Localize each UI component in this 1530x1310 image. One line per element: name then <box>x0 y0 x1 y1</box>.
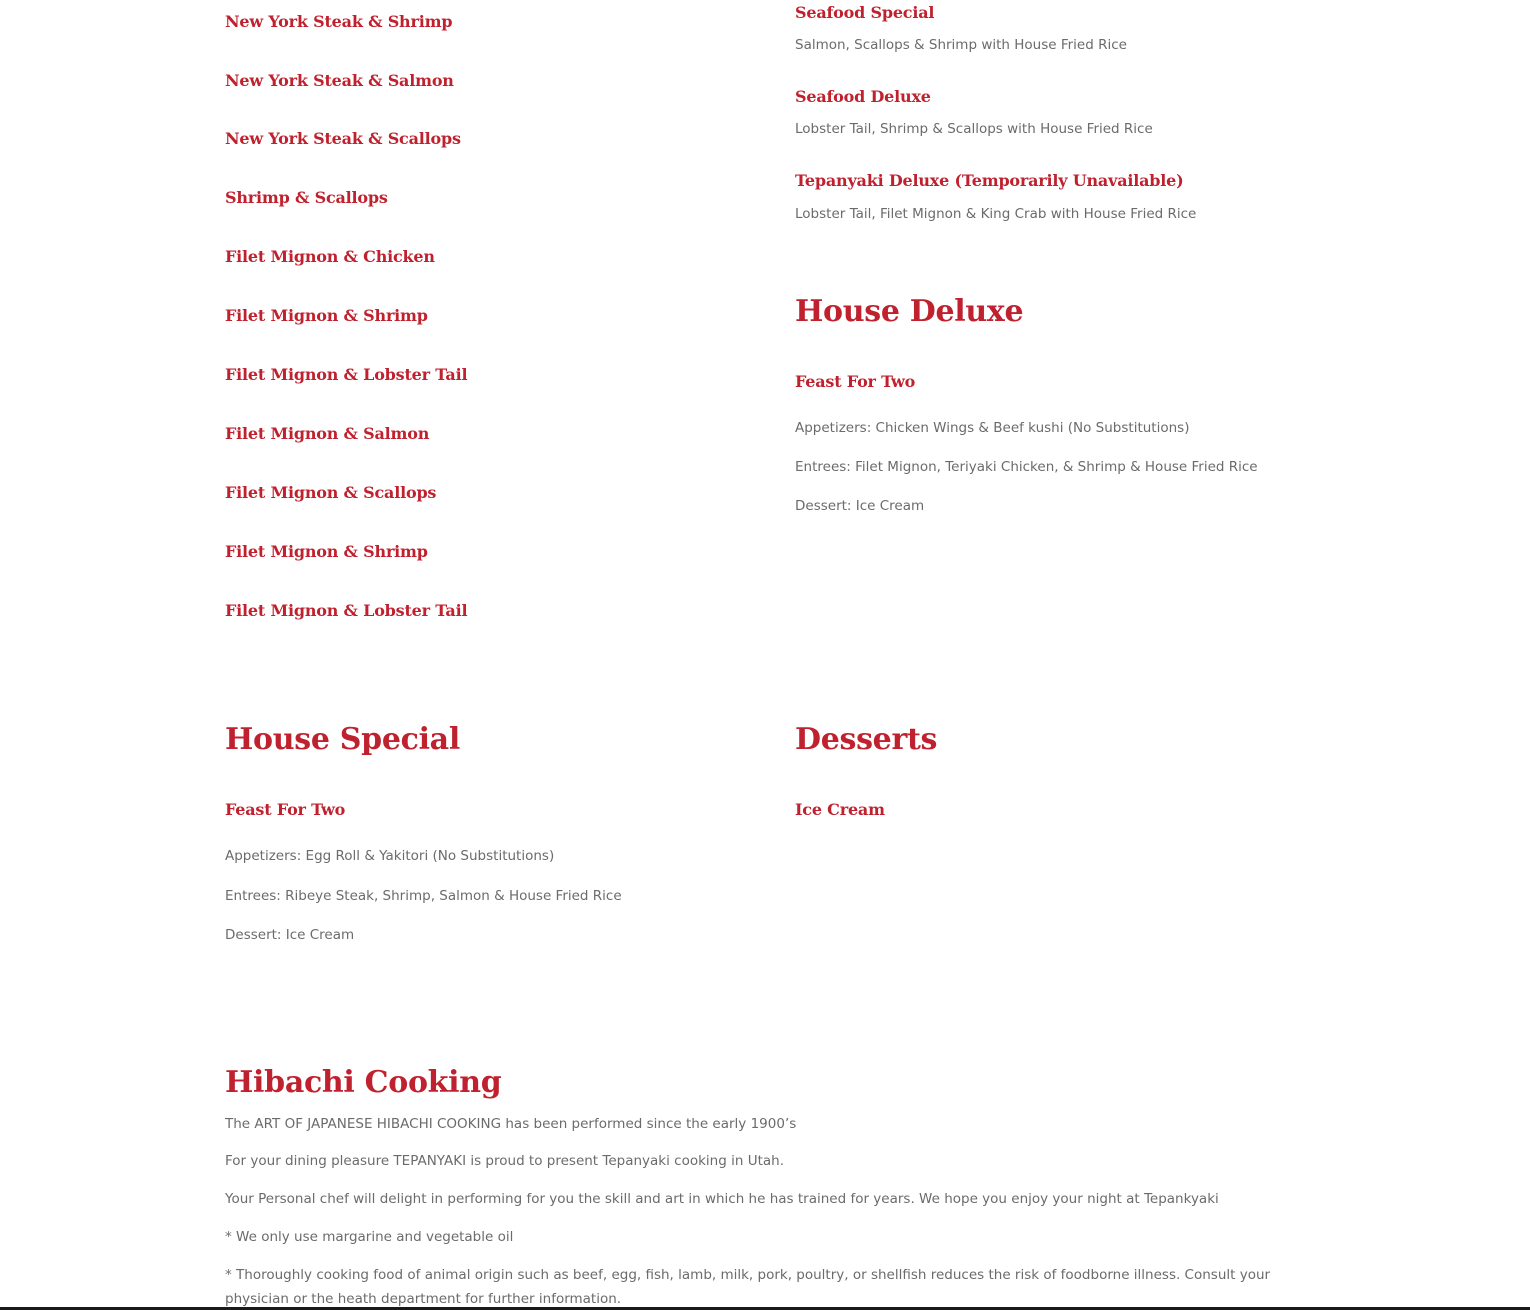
dessert-item-title: Ice Cream <box>795 800 885 819</box>
hibachi-section <box>225 1060 1315 1310</box>
feast-line: Entrees: Ribeye Steak, Shrimp, Salmon & House Fried Rice <box>225 888 622 904</box>
feast-title: Feast For Two <box>795 372 916 391</box>
combo-item: New York Steak & Shrimp <box>225 12 453 31</box>
seafood-list <box>795 0 1355 240</box>
hibachi-paragraph: * Thoroughly cooking food of animal origin such as beef, egg, fish, lamb, milk, pork, poultry, or shellfish reduces the risk of foodborne illness. Consult your physician or the heath department for further information. <box>225 1267 1271 1307</box>
house-deluxe-section <box>795 290 1355 530</box>
feast-line: Dessert: Ice Cream <box>225 927 355 943</box>
combo-item: Filet Mignon & Shrimp <box>225 306 428 325</box>
desserts-section <box>795 718 1355 838</box>
section-heading: House Deluxe <box>795 294 1024 329</box>
hibachi-paragraph: Your Personal chef will delight in performing for you the skill and art in which he has trained for years. We hope you enjoy your night at Tepankyaki <box>225 1191 1219 1207</box>
seafood-item-desc: Lobster Tail, Filet Mignon & King Crab with House Fried Rice <box>795 206 1197 222</box>
hibachi-paragraph: * We only use margarine and vegetable oil <box>225 1229 514 1245</box>
feast-title: Feast For Two <box>225 800 346 819</box>
feast-line: Appetizers: Chicken Wings & Beef kushi (No Substitutions) <box>795 420 1190 436</box>
combo-item: Filet Mignon & Scallops <box>225 483 437 502</box>
seafood-item-desc: Salmon, Scallops & Shrimp with House Fried Rice <box>795 37 1127 53</box>
seafood-item-desc: Lobster Tail, Shrimp & Scallops with House Fried Rice <box>795 121 1153 137</box>
section-heading: House Special <box>225 722 460 757</box>
seafood-item-title: Seafood Special <box>795 3 935 22</box>
combo-item: Filet Mignon & Salmon <box>225 424 430 443</box>
combo-item: Filet Mignon & Lobster Tail <box>225 601 468 620</box>
combo-item: Shrimp & Scallops <box>225 188 388 207</box>
feast-line: Appetizers: Egg Roll & Yakitori (No Substitutions) <box>225 848 555 864</box>
combo-item: Filet Mignon & Chicken <box>225 247 435 266</box>
combo-item: Filet Mignon & Shrimp <box>225 542 428 561</box>
hibachi-paragraph: The ART OF JAPANESE HIBACHI COOKING has been performed since the early 1900’s <box>225 1116 797 1132</box>
combo-item: Filet Mignon & Lobster Tail <box>225 365 468 384</box>
seafood-item-title: Tepanyaki Deluxe (Temporarily Unavailable) <box>795 171 1184 190</box>
hibachi-paragraph: For your dining pleasure TEPANYAKI is proud to present Tepanyaki cooking in Utah. <box>225 1153 784 1169</box>
feast-line: Entrees: Filet Mignon, Teriyaki Chicken, & Shrimp & House Fried Rice <box>795 459 1258 475</box>
section-heading: Desserts <box>795 722 938 757</box>
feast-line: Dessert: Ice Cream <box>795 498 925 514</box>
combo-list <box>225 0 765 640</box>
house-special-section <box>225 718 765 958</box>
seafood-item-title: Seafood Deluxe <box>795 87 931 106</box>
section-heading: Hibachi Cooking <box>225 1065 502 1100</box>
combo-item: New York Steak & Scallops <box>225 129 461 148</box>
combo-item: New York Steak & Salmon <box>225 71 454 90</box>
